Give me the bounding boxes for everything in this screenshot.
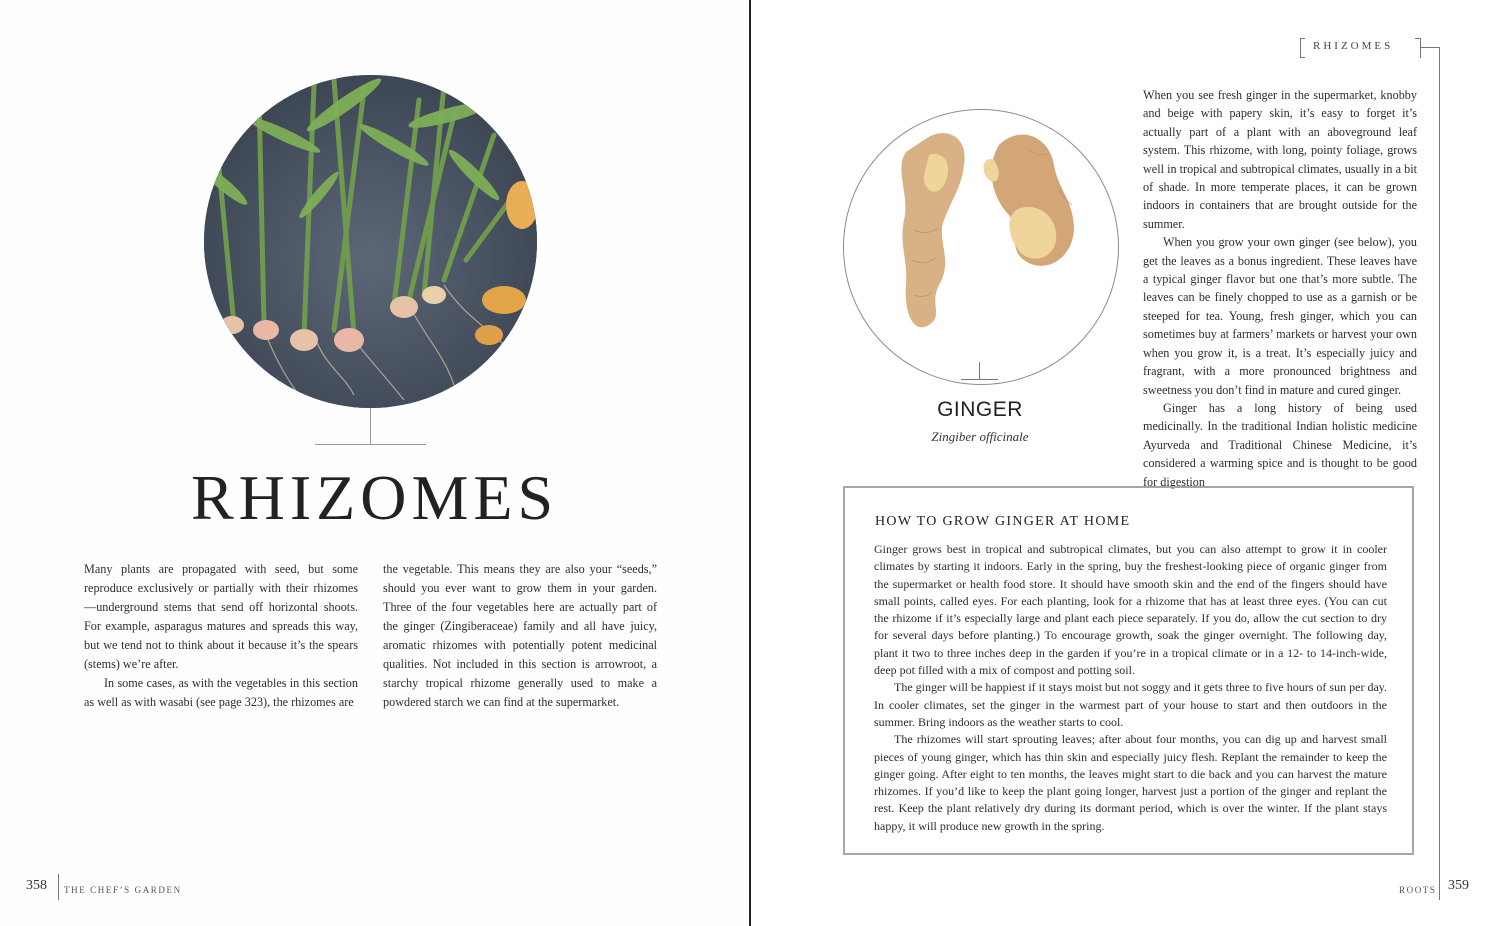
ginger-description xyxy=(1143,86,1417,491)
sidebar-paragraph-3: The rhizomes will start sprouting leaves; after about four months, you can dig up and harvest small pieces of young ginger, which has thin skin and especially juicy flesh. Replant the remainder to keep the ginger going. After eight to ten months, the leaves might start to die back and you can harvest the mature rhizomes. If you’d like to keep the plant going longer, harvest just a portion of the ginger and replant the rest. Keep the plant relatively dry during its dormant period, which is over the winter. If the plant stays happy, it will produce new growth in the spring. xyxy=(874,732,1387,833)
ginger-paragraph-2: When you grow your own ginger (see below), you get the leaves as a bonus ingredient. These leaves have a typical ginger flavor but one that’s more subtle. The leaves can be finely chopped to use as a garnish or be steeped for tea. Young, fresh ginger, which you can sometimes buy at farmers’ markets or harvest your own when you grow it, is a treat. It’s especially juicy and fragrant, with a more pronounced brightness and sweetness you don’t find in mature and cured ginger. xyxy=(1143,235,1417,397)
section-tag: RHIZOMES xyxy=(1313,40,1394,52)
page-edge-rule xyxy=(1439,47,1440,900)
ginger-connector-horizontal xyxy=(961,379,998,380)
left-column-2 xyxy=(383,560,657,712)
how-to-grow-sidebar xyxy=(843,486,1414,855)
section-title: RHIZOMES xyxy=(190,462,559,533)
sidebar-paragraph-2: The ginger will be happiest if it stays moist but not soggy and it gets three to five hours of sun per day. In cooler climates, set the ginger in the warmest part of your house to start and then outdoors in the summer. Bring indoors as the weather starts to cool. xyxy=(874,680,1387,729)
ginger-paragraph-3: Ginger has a long history of being used medicinally. In the traditional Indian holistic medicine Ayurveda and Traditional Chinese Medicine, it’s considered a warming spice and is thought to be good for digestion xyxy=(1143,400,1417,489)
ginger-connector-vertical xyxy=(979,362,980,379)
ginger-latin-name: Zingiber officinale xyxy=(931,429,1029,444)
sidebar-paragraph-1: Ginger grows best in tropical and subtropical climates, but you can also attempt to grow it in cooler climates by starting it indoors. Early in the spring, buy the freshest-looking piece of organic ginger from the supermarket or health food store. It should have smooth skin and the end of the fingers should have small points, called eyes. For each planting, look for a rhizome that has at least three eyes. (You can cut the rhizome if it’s especially large and plant each piece separately. If you do, allow the cut section to dry for several days before planting.) To encourage growth, soak the ginger overnight. The following day, plant it two to three inches deep in the garden if you’re in a tropical climate or in a 12- to 14-inch-wide, deep pot filled with a mix of compost and potting soil. xyxy=(874,542,1387,678)
intro-paragraph-1: Many plants are propagated with seed, but some reproduce exclusively or partially with their rhizomes—underground stems that send off horizontal shoots. For example, asparagus matures and spreads this way, but we tend not to think about it because it’s the spears (stems) we’re after. xyxy=(84,562,358,671)
photo-connector-horizontal xyxy=(315,444,426,445)
ginger-common-name: GINGER xyxy=(937,398,1023,421)
folio-left: 358 xyxy=(26,878,47,893)
photo-connector-vertical xyxy=(370,408,371,444)
folio-right: 359 xyxy=(1448,878,1469,893)
ginger-root-illustration xyxy=(844,110,1118,384)
sidebar-body xyxy=(874,541,1387,835)
ginger-illustration-circle xyxy=(843,109,1119,385)
folio-divider-left xyxy=(58,874,59,900)
section-tag-bracket-left-bottom xyxy=(1300,57,1305,58)
intro-paragraph-2: In some cases, as with the vegetables in this section as well as with wasabi (see page 323), the rhizomes are xyxy=(84,676,358,709)
sidebar-title: HOW TO GROW GINGER AT HOME xyxy=(875,514,1131,529)
section-tag-bracket-left xyxy=(1300,38,1301,58)
ginger-plants-illustration xyxy=(204,75,537,408)
left-column-1 xyxy=(84,560,358,712)
section-tag-bracket-left-top xyxy=(1300,38,1305,39)
section-tag-bracket-right-bottom xyxy=(1420,47,1440,48)
left-page xyxy=(0,0,749,926)
running-head-right: ROOTS xyxy=(1399,885,1437,895)
section-tag-bracket-right xyxy=(1420,38,1421,58)
running-head-left: THE CHEF’S GARDEN xyxy=(64,885,182,895)
ginger-paragraph-1: When you see fresh ginger in the supermarket, knobby and beige with papery skin, it’s easy to forget it’s actually part of a plant with an aboveground leaf system. This rhizome, with long, pointy foliage, grows well in tropical and subtropical climates, usually in a bit of shade. In more temperate places, it can be grown indoors in containers that are brought outside for the summer. xyxy=(1143,88,1417,231)
ginger-plants-photo xyxy=(204,75,537,408)
intro-paragraph-3: the vegetable. This means they are also your “seeds,” should you ever want to grow them in your garden. Three of the four vegetables here are actually part of the ginger (Zingiberaceae) family and all have juicy, aromatic rhizomes with potentially potent medicinal qualities. Not included in this section is arrowroot, a starchy tropical rhizome generally used to make a powdered starch we can find at the supermarket. xyxy=(383,562,657,709)
section-tag-bracket-right-top xyxy=(1415,38,1420,39)
